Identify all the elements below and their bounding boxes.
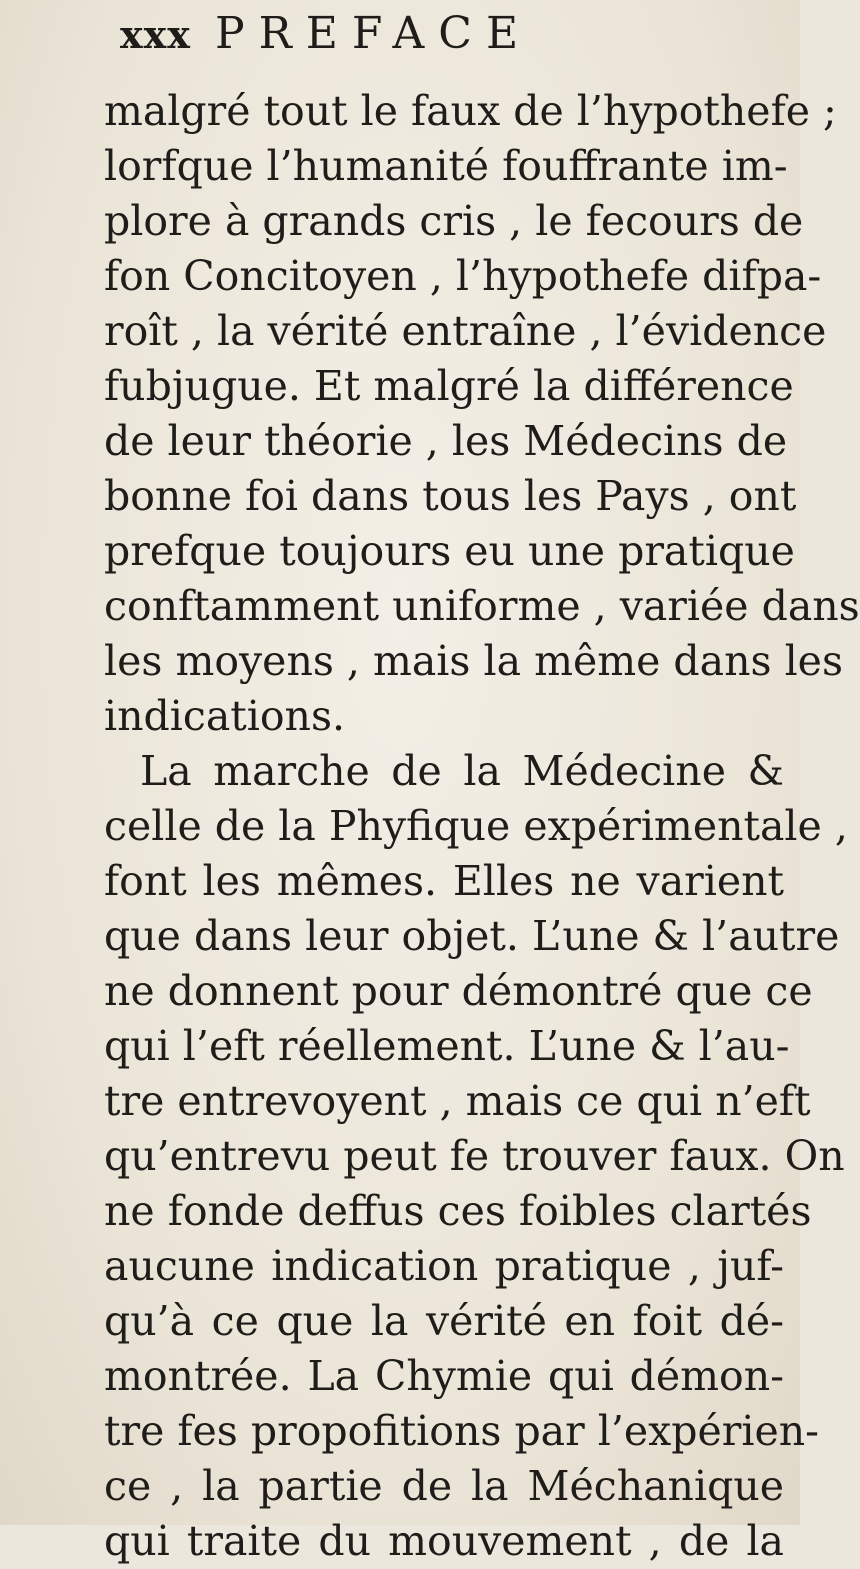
text-line: tre entrevoyent , mais ce qui n’eft [104, 1077, 811, 1125]
text-line: plore à grands cris , le fecours de [104, 197, 804, 245]
text-line: ne donnent pour démontré que ce [104, 967, 813, 1015]
text-line: tre fes propofitions par l’expérien- [104, 1407, 820, 1455]
text-line: prefque toujours eu une pratique [104, 527, 795, 575]
text-line: conftamment uniforme , variée dans [104, 582, 860, 630]
text-line: bonne foi dans tous les Pays , ont [104, 472, 797, 520]
running-head: PREFACE [214, 8, 533, 59]
text-line: qui traite du mouvement , de la [104, 1517, 784, 1565]
text-line: qu’entrevu peut fe trouver faux. On [104, 1132, 845, 1180]
text-line: fon Concitoyen , l’hypothefe difpa- [104, 252, 822, 300]
text-line: les moyens , mais la même dans les [104, 637, 843, 685]
text-line: fubjugue. Et malgré la différence [104, 362, 794, 410]
text-line: ce , la partie de la Méchanique [104, 1462, 784, 1510]
text-line: ne fonde deffus ces foibles clartés [104, 1187, 812, 1235]
text-line: qui l’eft réellement. L’une & l’au- [104, 1022, 790, 1070]
text-line: lorfque l’humanité fouffrante im- [104, 142, 788, 190]
text-line: font les mêmes. Elles ne varient [104, 857, 784, 905]
page-number: xxx [120, 12, 191, 57]
body-text [104, 84, 860, 1569]
text-line: de leur théorie , les Médecins de [104, 417, 788, 465]
text-line: La marche de la Médecine & [140, 747, 784, 795]
text-line: indications. [104, 692, 346, 740]
text-line: celle de la Phyfique expérimentale , [104, 802, 848, 850]
text-line: qu’à ce que la vérité en foit dé- [104, 1297, 784, 1345]
text-line: malgré tout le faux de l’hypothefe ; [104, 87, 837, 135]
text-line: montrée. La Chymie qui démon- [104, 1352, 784, 1400]
text-line: aucune indication pratique , juf- [104, 1242, 784, 1290]
text-line: roît , la vérité entraîne , l’évidence [104, 307, 827, 355]
text-line: que dans leur objet. L’une & l’autre [104, 912, 840, 960]
page-header [120, 8, 533, 59]
